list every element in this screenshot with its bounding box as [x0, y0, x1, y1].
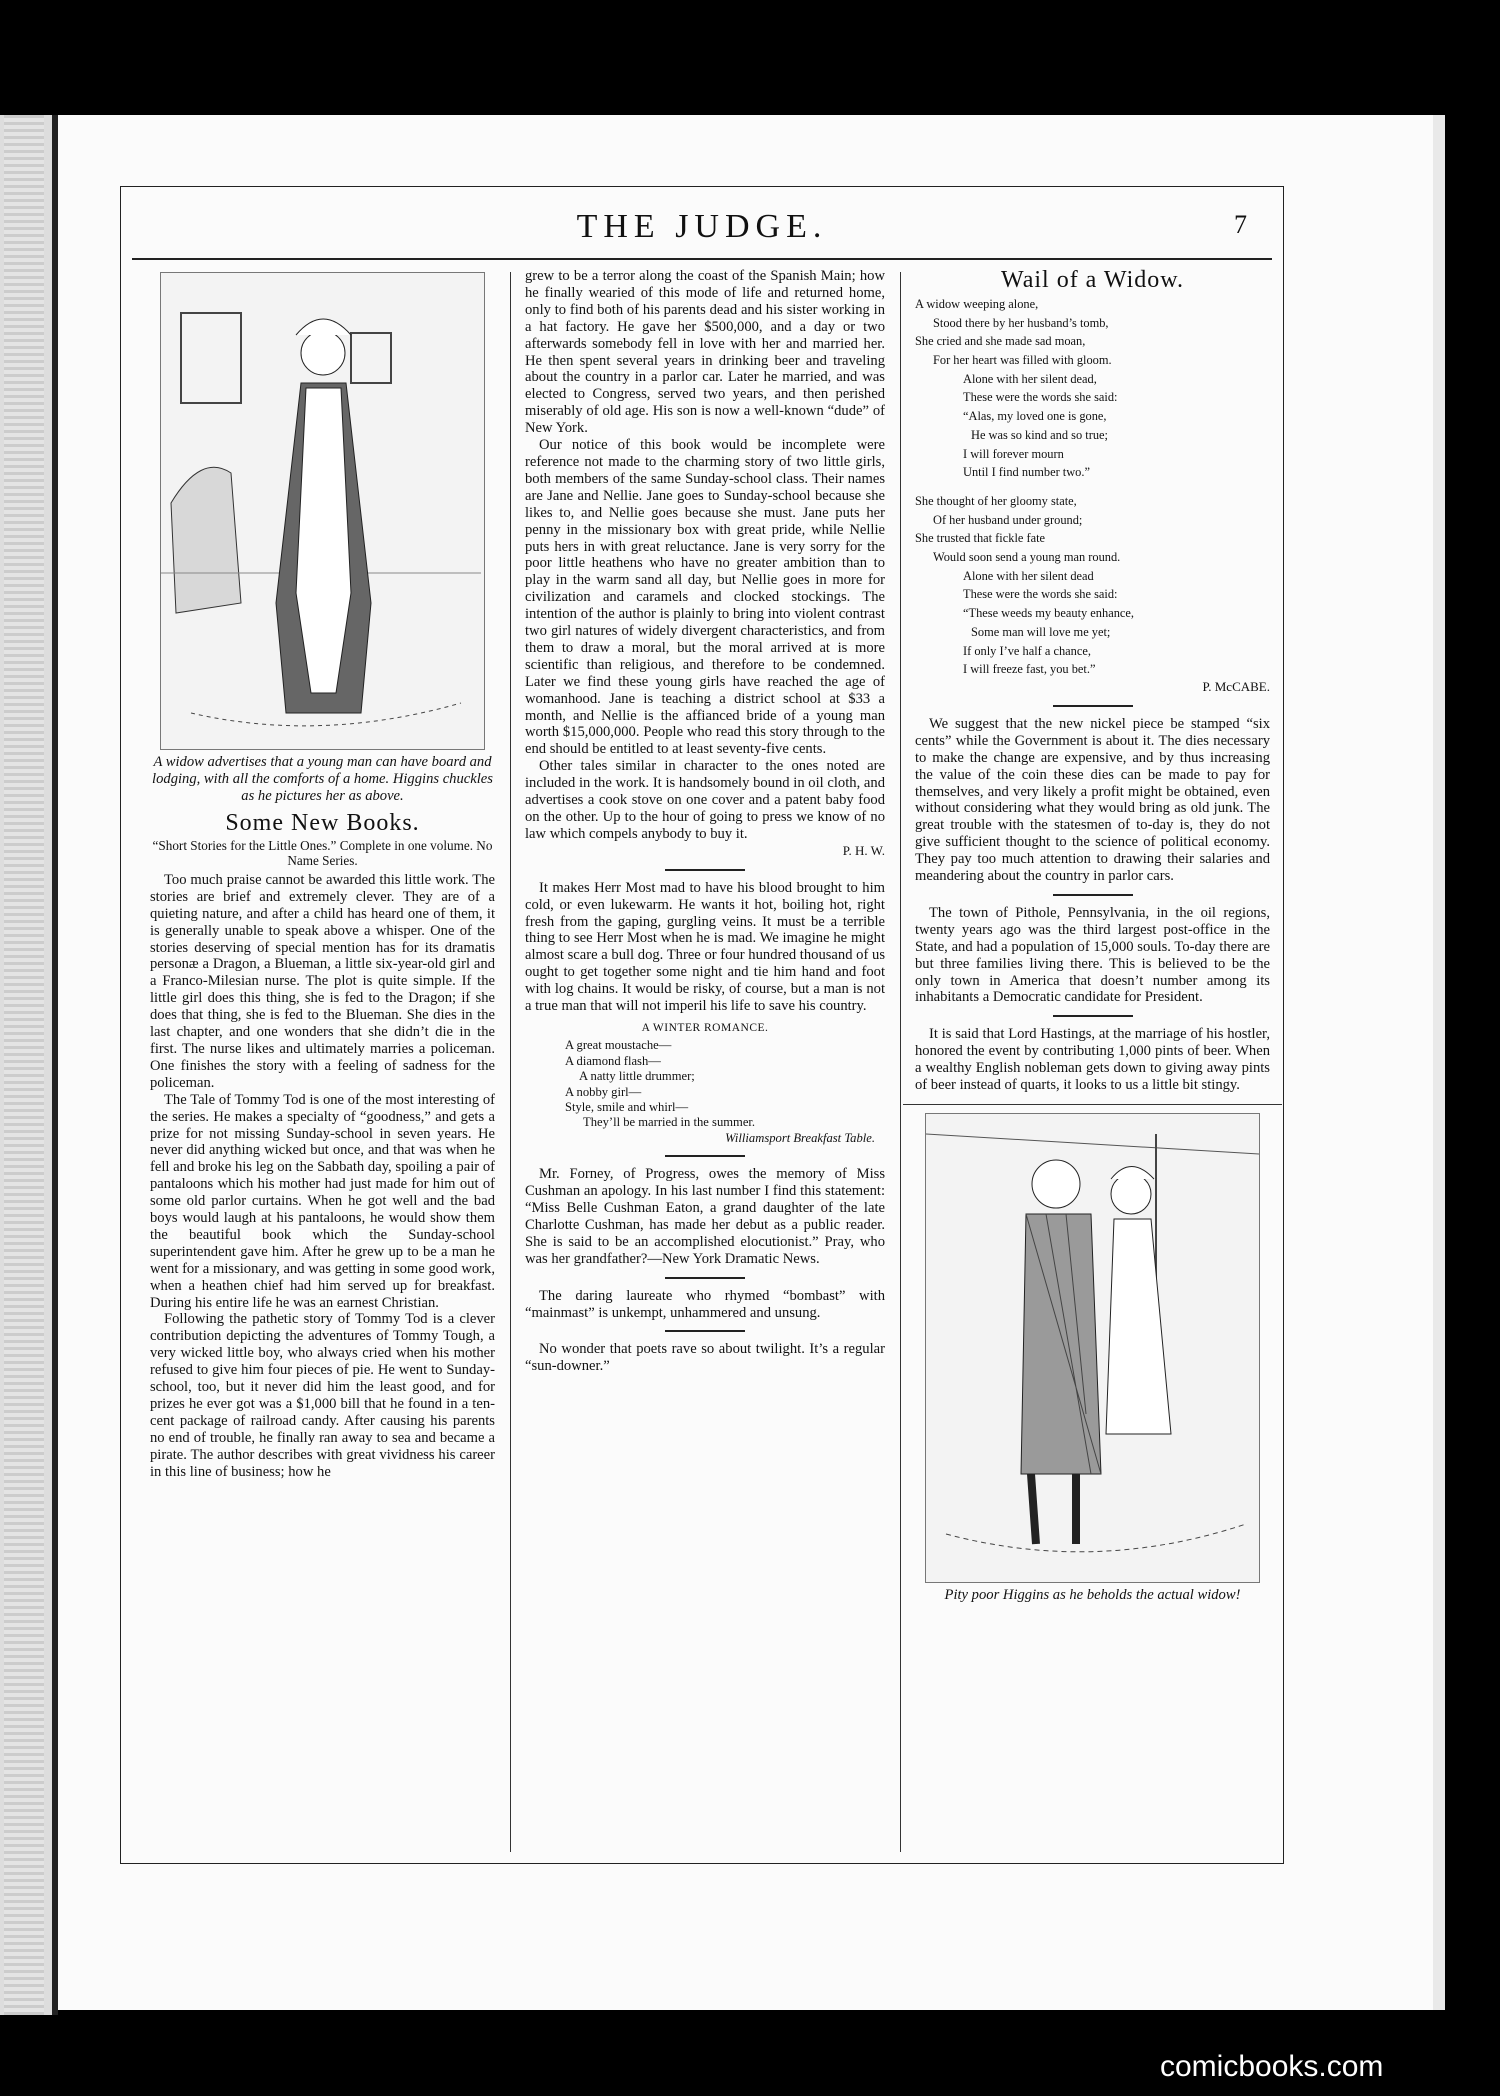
poem-line: A great moustache— — [565, 1038, 672, 1053]
signature: P. H. W. — [842, 842, 885, 858]
poem-title: A WINTER ROMANCE. — [641, 1021, 769, 1034]
previous-page-edge — [0, 115, 58, 2015]
paragraph-nickel: We suggest that the new nickel piece be stamped “six cents” while the Government is about it. The dies necessary to make the change are expensive, and by thus increasing the value of the coin these dies can be made to pay for themselves, and very likely a profit might be obtained, even without considering what they would bring as old junk. The great trouble with the statesmen of to-day is, they do not give sufficient thought to the science of political economy. They pay too much attention to drawing their salaries and meandering about the country in parlor cars. — [915, 715, 1270, 885]
some-new-books-title: Some New Books. — [225, 810, 420, 836]
paragraph-most: It makes Herr Most mad to have his blood brought to him cold, or even lukewarm. He wants it hot, boiling hot, right fresh from the gaping, gurgling veins. It must be a terrible thing to see Herr Most when he is mad. We imagine he might almost scare a bull dog. Three or four hundred thousand of us ought to get together some night and tie him hand and foot with log chains. It would be risky, of course, but a man is not a true man that will not imperil his life to save his country. — [525, 879, 885, 1015]
paragraph-forney: Mr. Forney, of Progress, owes the memory of Miss Cushman an apology. In his last number I find this statement: “Miss Belle Cushman Eaton, a grand daughter of the late Charlotte Cushman, has made her debut as a public reader. She is said to be an accomplished elocutionist.” Pray, who was her grandfather?—New York Dramatic News. — [525, 1166, 885, 1267]
divider — [1053, 705, 1133, 707]
divider — [665, 1277, 745, 1279]
poem-line: They’ll be married in the summer. — [583, 1115, 756, 1130]
widow-illustration — [925, 1113, 1260, 1583]
poem-line: I will forever mourn — [963, 446, 1064, 461]
page-fold — [1433, 115, 1445, 2010]
watermark: comicbooks.com — [1160, 2050, 1384, 2083]
poem-line: Style, smile and whirl— — [565, 1100, 689, 1114]
maid-illustration — [160, 272, 485, 750]
divider — [665, 1155, 745, 1157]
poem-credit: Williamsport Breakfast Table. — [725, 1130, 875, 1145]
poem-line: A widow weeping alone, — [915, 296, 1039, 311]
column-separator — [900, 272, 901, 1852]
poem-line: Would soon send a young man round. — [933, 550, 1121, 565]
poem-line: She trusted that fickle fate — [915, 531, 1046, 546]
poem-line: Until I find number two.” — [963, 465, 1090, 480]
maid-drawing — [161, 273, 484, 749]
page-number: 7 — [1234, 210, 1247, 239]
divider — [1053, 1015, 1133, 1017]
masthead: THE JUDGE. — [576, 208, 828, 245]
widow-caption: Pity poor Higgins as he beholds the actual widow! — [944, 1587, 1241, 1603]
poem-line: These were the words she said: — [963, 587, 1118, 602]
paragraph-pithole: The town of Pithole, Pennsylvania, in the oil regions, twenty years ago was the third largest post-office in the State, and had a population of 15,000 souls. To-day there are but three families living there. This is believed to be the only town in America that doesn’t number among its inhabitants a Democratic candidate for President. — [915, 904, 1270, 1006]
paragraph-laureate: The daring laureate who rhymed “bombast” with “mainmast” is unkempt, unhammered and unsung. — [525, 1287, 885, 1321]
column-separator — [510, 272, 511, 1852]
divider — [665, 1330, 745, 1332]
maid-caption: A widow advertises that a young man can have board and lodging, with all the comforts of a home. Higgins chuckles as he pictures her as above. — [152, 754, 493, 804]
paragraph-twilight: No wonder that poets rave so about twilight. It’s a regular “sun-downer.” — [525, 1341, 885, 1375]
wail-title: Wail of a Widow. — [1000, 267, 1185, 293]
paragraph: The Tale of Tommy Tod is one of the most interesting of the series. He makes a specialty of “goodness,” and gets a prize for not missing Sunday-school in seven years. He never did anything wicked but once, and that was when he fell and broke his leg on the Sabbath day, spoiling a pair of pantaloons which his mother had just made for him out of some old parlor curtains. When he got well and the bad boys would laugh at his pantaloons, he would show them the beautiful book which the Sunday-school superintendent gave him. After he grew up to be a man he went for a missionary, and was getting in some good work, when a heathen chief had him served up for breakfast. During his entire life he was an earnest Christian. — [150, 1091, 495, 1311]
poem-line: If only I’ve half a chance, — [963, 643, 1091, 658]
paragraph: Our notice of this book would be incomplete were reference not made to the charming story of two little girls, both members of the same Sunday-school class. Their names are Jane and Nellie. Jane goes to Sunday-school because she likes to, and Nellie goes because she must. Jane puts her penny in the missionary box with great pride, while Nellie puts hers in with great reluctance. Jane is very sorry for the poor little heathens who have no greater ambition than to play in the warm sand all day, but Nellie goes in more for civilization and caramels and clocked stockings. The intention of the author is plainly to bring into violent contrast two girl natures of widely divergent characteristics, and from them to draw a moral, but the moral arrived at is more scientific than religious, and therefore to be condemned. Later we find these young girls have reached the age of womanhood. Jane is teaching a district school at $33 a month, and Nellie is the affianced bride of a young man worth $15,000,000. People who read this story through to the end should be entitled to at least seventy-five cents. — [525, 437, 885, 758]
column-3 — [915, 268, 1270, 1604]
masthead-rule — [132, 258, 1272, 260]
poem-line: “These weeds my beauty enhance, — [963, 606, 1134, 621]
poem-line: She cried and she made sad moan, — [915, 334, 1086, 349]
poem-line: A nobby girl— — [565, 1084, 642, 1099]
poem-line: These were the words she said: — [963, 390, 1118, 405]
paragraph: Other tales similar in character to the ones noted are included in the work. It is handsomely bound in oil cloth, and advertises a cook stove on one cover and a patent baby food on the other. Up to the hour of going to press we know of no law which compels anybody to buy it. — [525, 758, 885, 842]
poem-line: For her heart was filled with gloom. — [933, 353, 1112, 368]
poem-line: Of her husband under ground; — [933, 512, 1083, 527]
paragraph: Following the pathetic story of Tommy Tod is a clever contribution depicting the adventures of Tommy Tough, a very wicked little boy, who always cried when his mother refused to give him four pieces of pie. He went to Sunday-school, too, but it never did him the least good, and for prizes he ever got was a $1,000 bill that he found in a ten-cent package of railroad candy. After causing his parents no end of trouble, he finally ran away to sea and became a pirate. The author describes with great vividness his career in this line of business; how he — [150, 1311, 495, 1480]
divider — [1053, 894, 1133, 896]
poem-line: Stood there by her husband’s tomb, — [933, 315, 1109, 330]
poem-signature: P. McCABE. — [1202, 678, 1270, 694]
poem-line: He was so kind and so true; — [971, 427, 1108, 442]
paragraph: Too much praise cannot be awarded this little work. The stories are brief and extremely clever. They are of a quieting nature, and after a child has heard one of them, it is generally unable to speak above a whisper. One of the stories deserving of special mention has for its dramatis personæ a Dragon, a Blueman, a little six-year-old girl and a Franco-Milesian nurse. The plot is quite simple. If the little girl does this thing, she is fed to the Dragon; if she does that thing, she is fed to the Blueman. She dies in the last chapter, and one wonders that she didn’t die in the first. The nurse likes and ultimately marries a policeman. One finishes the story with a feeling of sadness for the policeman. — [150, 871, 495, 1091]
poem-line: Alone with her silent dead — [963, 568, 1094, 583]
paragraph: grew to be a terror along the coast of the Spanish Main; how he finally wearied of this mode of life and returned home, only to find both of his parents dead and his sister working in a hat factory. He gave her $500,000, and a day or two afterwards somebody fell in love with her and married her. He then spent several years in drinking beer and traveling about the country in a parlor car. Later he married, and was elected to Congress, served two years, and then perished miserably of old age. His son is now a well-known “dude” of New York. — [525, 268, 885, 437]
poem-line: Alone with her silent dead, — [963, 371, 1097, 386]
column-2 — [525, 268, 885, 1375]
book-subtitle: “Short Stories for the Little Ones.” Complete in one volume. No Name Series. — [152, 837, 493, 868]
poem-line: I will freeze fast, you bet.” — [963, 662, 1096, 677]
poem-line: A diamond flash— — [565, 1053, 661, 1068]
winter-romance-poem — [565, 1021, 885, 1146]
paragraph-hastings: It is said that Lord Hastings, at the marriage of his hostler, honored the event by contributing 1,000 pints of beer. When a wealthy English nobleman gets down to giving away pints of beer instead of quarts, it looks to us a little bit stingy. — [915, 1026, 1270, 1094]
wail-poem — [915, 295, 1270, 679]
column-1 — [150, 268, 495, 1481]
poem-line: “Alas, my loved one is gone, — [963, 409, 1107, 424]
poem-line: She thought of her gloomy state, — [915, 493, 1077, 508]
couple-drawing — [926, 1114, 1259, 1582]
poem-line: A natty little drummer; — [579, 1069, 695, 1084]
divider — [665, 869, 745, 871]
poem-line: Some man will love me yet; — [971, 624, 1111, 639]
